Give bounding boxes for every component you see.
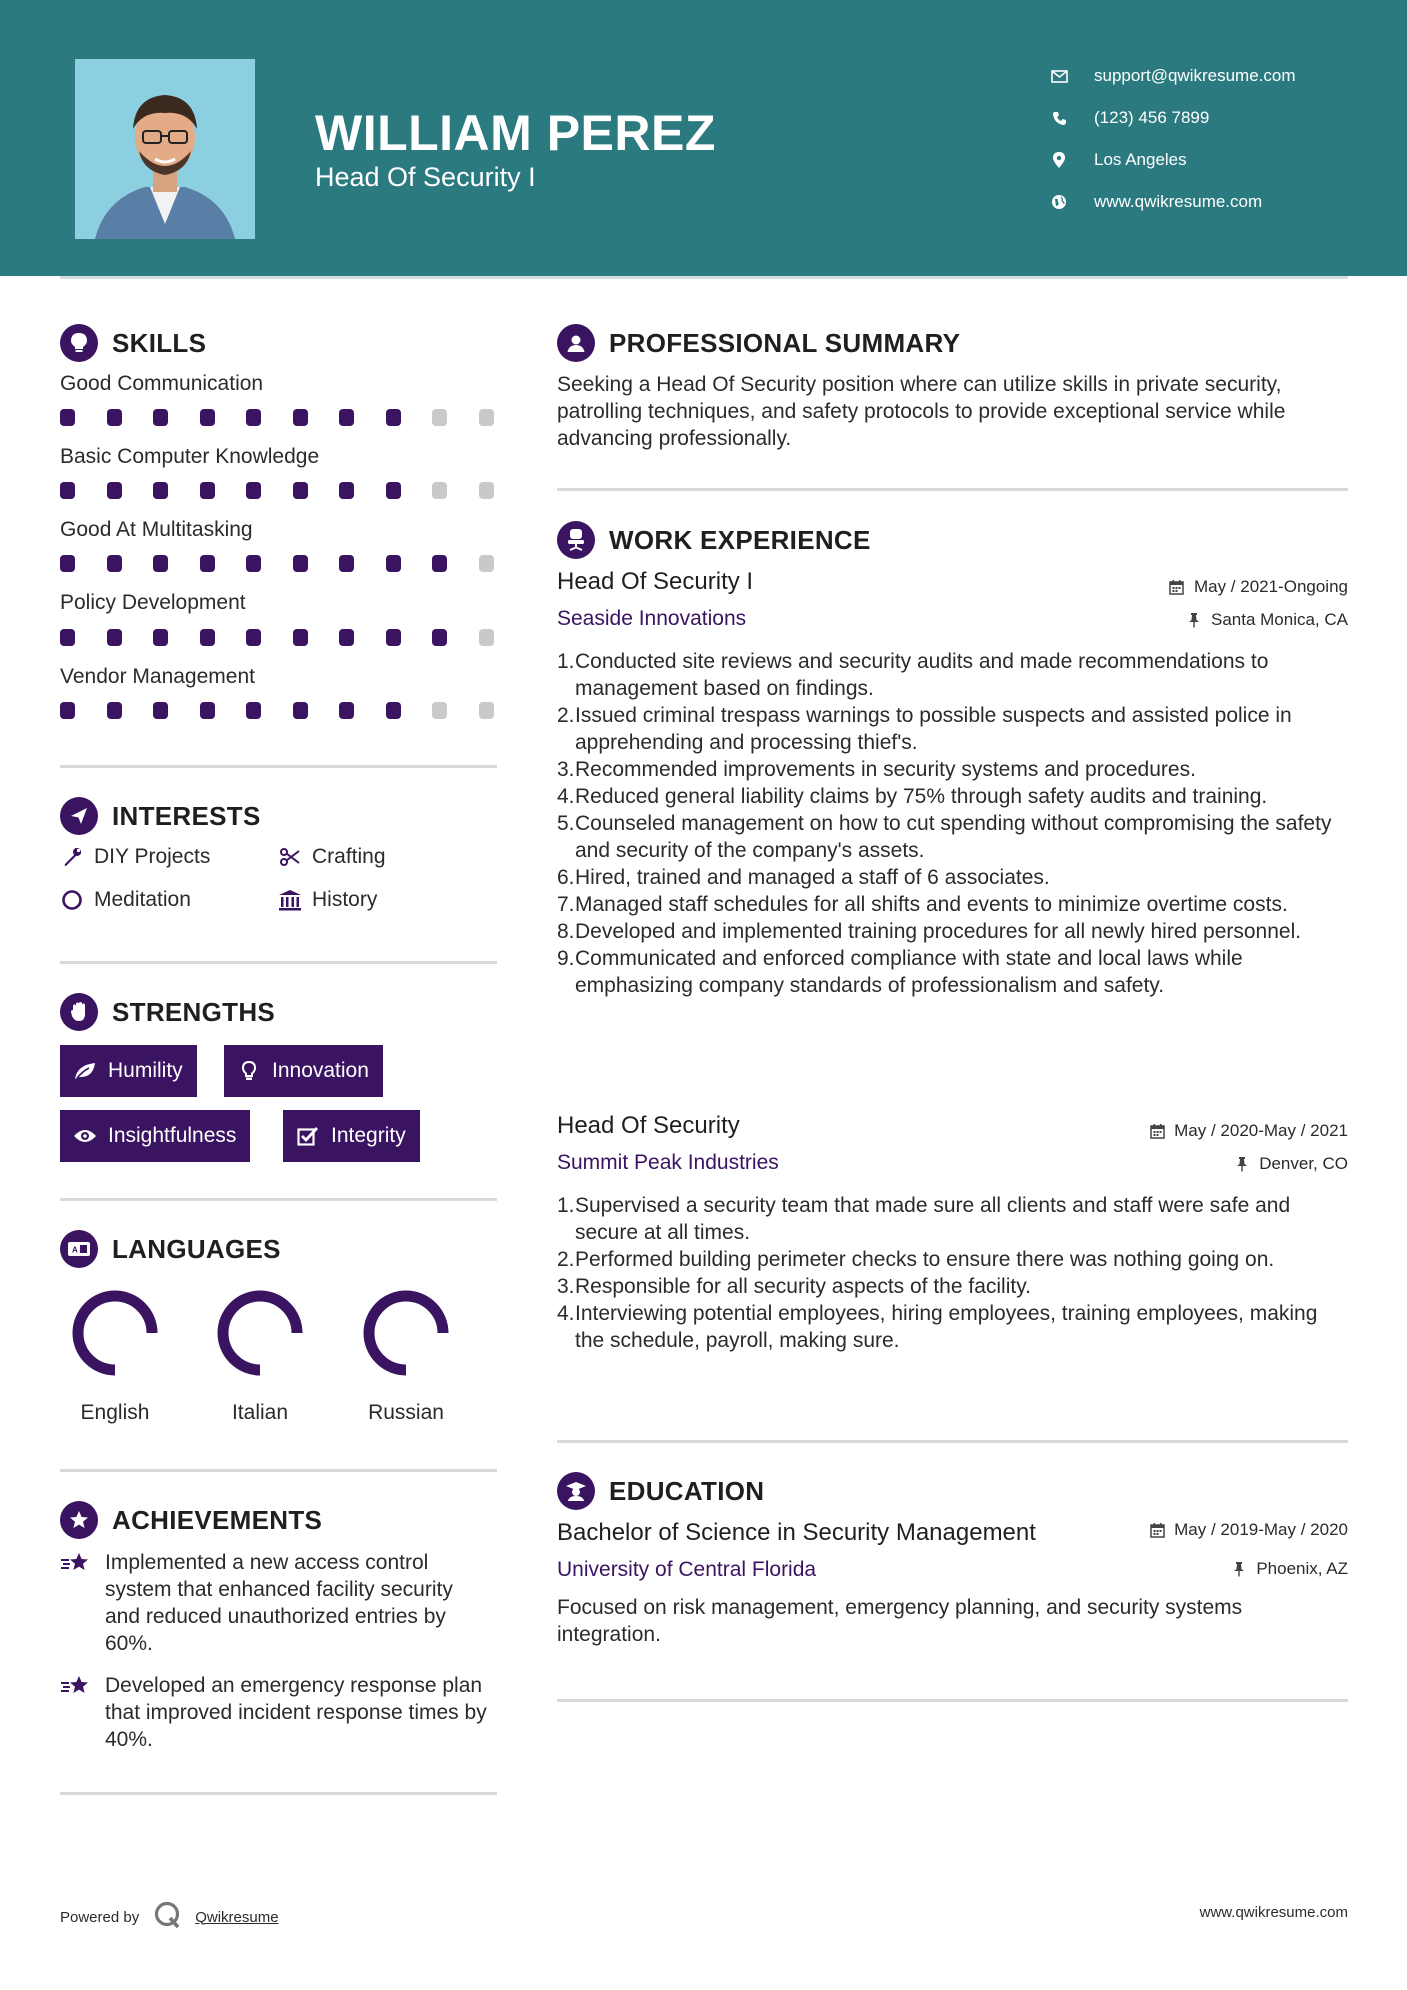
interest-label: Meditation <box>94 888 191 911</box>
rating-dot-filled <box>339 409 354 426</box>
achievements-heading <box>60 1501 322 1539</box>
contact-email[interactable] <box>1048 55 1296 97</box>
skills-heading <box>60 324 206 362</box>
job-date <box>1168 577 1348 597</box>
location-text: Los Angeles <box>1094 150 1187 169</box>
duty-number: 1. <box>557 1194 575 1217</box>
duty-item <box>557 1192 1347 1246</box>
language-name: Italian <box>231 1401 289 1424</box>
rating-dot-filled <box>339 482 354 499</box>
language-gauge <box>358 1285 454 1381</box>
rating-dot-filled <box>432 629 447 646</box>
duty-item <box>557 918 1347 945</box>
summary-title: PROFESSIONAL SUMMARY <box>609 327 961 358</box>
strengths-heading <box>60 993 275 1031</box>
language-item <box>60 1285 170 1425</box>
duty-text: Reduced general liability claims by 75% through safety audits and training. <box>575 785 1268 808</box>
job-date <box>1148 1121 1348 1141</box>
rating-dot-filled <box>60 629 75 646</box>
duty-number: 6. <box>557 866 575 889</box>
phone-icon <box>1048 107 1070 129</box>
language-item <box>351 1285 461 1425</box>
website-text: www.qwikresume.com <box>1094 192 1263 211</box>
office-chair-icon <box>557 521 595 559</box>
pushpin-icon <box>1185 611 1203 629</box>
job-location <box>1185 610 1348 630</box>
duty-item <box>557 891 1347 918</box>
job-location <box>1233 1154 1348 1174</box>
school-name: University of Central Florida <box>557 1558 817 1581</box>
resume-header <box>0 0 1407 276</box>
rating-dot-filled <box>153 409 168 426</box>
duty-number: 7. <box>557 893 575 916</box>
powered-by-text: Powered by <box>60 1908 140 1926</box>
lightbulb-icon <box>60 324 98 362</box>
language-level-arc <box>369 1296 443 1370</box>
rating-dot-filled <box>60 555 75 572</box>
rating-dot-filled <box>153 555 168 572</box>
language-name: Russian <box>368 1401 444 1424</box>
rating-dot-filled <box>200 555 215 572</box>
rating-dot-filled <box>200 629 215 646</box>
phone-text: (123) 456 7899 <box>1094 108 1210 127</box>
duty-number: 4. <box>557 785 575 808</box>
achievement-text: Developed an emergency response plan that improved incident response times by 40%. <box>105 1674 487 1751</box>
rating-dot-filled <box>200 702 215 719</box>
skill-rating <box>60 482 525 499</box>
duty-item <box>557 864 1347 891</box>
degree-title: Bachelor of Science in Security Management <box>557 1519 1036 1546</box>
strength-tag <box>60 1110 250 1162</box>
skill-name: Basic Computer Knowledge <box>60 445 320 468</box>
candidate-name: WILLIAM PEREZ <box>315 105 716 161</box>
skill-name: Policy Development <box>60 591 246 614</box>
duty-item <box>557 1300 1347 1354</box>
languages-heading <box>60 1230 281 1268</box>
rating-dot-filled <box>200 482 215 499</box>
duty-number: 3. <box>557 1275 575 1298</box>
language-name: English <box>80 1401 150 1424</box>
section-divider <box>60 1198 497 1201</box>
duty-text: Responsible for all security aspects of the facility. <box>575 1275 1031 1298</box>
footer-website[interactable]: www.qwikresume.com <box>1199 1904 1348 1921</box>
strength-label: Innovation <box>272 1059 369 1082</box>
rating-dot-filled <box>246 482 261 499</box>
interests-heading <box>60 797 261 835</box>
interest-label: DIY Projects <box>94 845 211 868</box>
rating-dot-filled <box>386 555 401 572</box>
rating-dot-empty <box>479 409 494 426</box>
pushpin-icon <box>1233 1155 1251 1173</box>
rating-dot-filled <box>293 482 308 499</box>
skill-rating <box>60 629 525 646</box>
museum-icon <box>278 888 302 912</box>
contact-phone[interactable] <box>1048 97 1296 139</box>
job-location-text: Denver, CO <box>1259 1154 1348 1173</box>
rating-dot-filled <box>293 555 308 572</box>
section-divider <box>557 1699 1348 1702</box>
job-duties <box>557 648 1347 999</box>
job-date-text: May / 2020-May / 2021 <box>1174 1121 1348 1140</box>
rating-dot-filled <box>386 482 401 499</box>
candidate-title: Head Of Security I <box>315 162 536 192</box>
rating-dot-empty <box>432 702 447 719</box>
company-name: Seaside Innovations <box>557 607 747 630</box>
rating-dot-filled <box>246 629 261 646</box>
graduate-icon <box>557 1472 595 1510</box>
shooting-star-icon <box>60 1549 94 1577</box>
interest-item <box>278 845 386 869</box>
calendar-icon <box>1148 1521 1166 1539</box>
language-level-arc <box>78 1296 152 1370</box>
education-description: Focused on risk management, emergency planning, and security systems integration. <box>557 1596 1243 1646</box>
duty-text: Supervised a security team that made sure all clients and staff were safe and secure at all times. <box>575 1194 1291 1244</box>
skill-name: Good Communication <box>60 372 264 395</box>
star-badge-icon <box>60 1501 98 1539</box>
skills-title: SKILLS <box>112 327 207 358</box>
strength-label: Humility <box>108 1059 183 1082</box>
rating-dot-filled <box>107 555 122 572</box>
summary-heading <box>557 324 960 362</box>
check-square-icon <box>295 1123 321 1149</box>
rating-dot-filled <box>386 409 401 426</box>
education-title: EDUCATION <box>609 1475 765 1506</box>
contact-website[interactable] <box>1048 181 1296 223</box>
header-divider <box>60 276 1348 279</box>
duty-text: Hired, trained and managed a staff of 6 associates. <box>575 866 1050 889</box>
strength-tag <box>60 1045 197 1097</box>
language-gauge <box>67 1285 163 1381</box>
job-location-text: Santa Monica, CA <box>1210 610 1348 629</box>
rating-dot-filled <box>339 555 354 572</box>
duty-number: 9. <box>557 947 575 970</box>
rating-dot-filled <box>200 409 215 426</box>
education-date-text: May / 2019-May / 2020 <box>1174 1520 1348 1539</box>
job-date-text: May / 2021-Ongoing <box>1193 577 1348 596</box>
job-title: Head Of Security <box>557 1112 740 1139</box>
duty-number: 5. <box>557 812 575 835</box>
duty-item <box>557 810 1347 864</box>
duty-item <box>557 783 1347 810</box>
duty-text: Issued criminal trespass warnings to possible suspects and assisted police in apprehending and processing thief's. <box>575 704 1292 754</box>
duty-item <box>557 1273 1347 1300</box>
skill-name: Vendor Management <box>60 665 255 688</box>
education-date <box>1148 1520 1348 1540</box>
rating-dot-filled <box>386 629 401 646</box>
leaf-icon <box>72 1058 98 1084</box>
pushpin-icon <box>1230 1560 1248 1578</box>
summary-text: Seeking a Head Of Security position where can utilize skills in private security, patrolling techniques, and safety protocols to provide exceptional service while advancing professionally. <box>557 373 1286 450</box>
scissors-icon <box>278 845 302 869</box>
language-item <box>205 1285 315 1425</box>
duty-item <box>557 702 1347 756</box>
duty-item <box>557 945 1347 999</box>
section-divider <box>557 1440 1348 1443</box>
rating-dot-filled <box>386 702 401 719</box>
section-divider <box>60 765 497 768</box>
education-heading <box>557 1472 764 1510</box>
duty-number: 3. <box>557 758 575 781</box>
user-circle-icon <box>557 324 595 362</box>
achievements-title: ACHIEVEMENTS <box>112 1504 323 1535</box>
shooting-star-icon <box>60 1672 94 1700</box>
hand-icon <box>60 993 98 1031</box>
eye-icon <box>72 1123 98 1149</box>
strengths-title: STRENGTHS <box>112 996 276 1027</box>
section-divider <box>60 961 497 964</box>
email-text: support@qwikresume.com <box>1094 66 1296 85</box>
section-divider <box>557 488 1348 491</box>
duty-text: Communicated and enforced compliance with state and local laws while emphasizing company standards of professionalism and safety. <box>575 947 1243 997</box>
company-name: Summit Peak Industries <box>557 1151 779 1174</box>
education-location <box>1230 1559 1348 1579</box>
rating-dot-filled <box>432 555 447 572</box>
profile-photo <box>75 59 255 239</box>
interest-label: History <box>312 888 378 911</box>
rating-dot-filled <box>153 629 168 646</box>
map-pin-icon <box>1048 149 1070 171</box>
duty-item <box>557 756 1347 783</box>
rating-dot-filled <box>153 482 168 499</box>
strength-tag <box>224 1045 383 1097</box>
rating-dot-filled <box>293 702 308 719</box>
duty-number: 2. <box>557 1248 575 1271</box>
duty-item <box>557 648 1347 702</box>
rating-dot-filled <box>60 409 75 426</box>
globe-icon <box>1048 191 1070 213</box>
duty-number: 8. <box>557 920 575 943</box>
education-location-text: Phoenix, AZ <box>1256 1559 1348 1578</box>
rating-dot-empty <box>479 555 494 572</box>
rating-dot-filled <box>107 702 122 719</box>
rating-dot-empty <box>479 702 494 719</box>
strength-label: Insightfulness <box>108 1124 237 1147</box>
rating-dot-filled <box>339 702 354 719</box>
envelope-icon <box>1048 65 1070 87</box>
wrench-icon <box>60 845 84 869</box>
skill-rating <box>60 555 525 572</box>
interest-item <box>60 845 210 869</box>
duty-number: 1. <box>557 650 575 673</box>
footer-powered-by <box>60 1900 279 1934</box>
duty-text: Conducted site reviews and security audits and made recommendations to management based on findings. <box>575 650 1269 700</box>
rating-dot-filled <box>107 482 122 499</box>
rating-dot-filled <box>246 409 261 426</box>
duty-text: Counseled management on how to cut spending without compromising the safety and security of the company's assets. <box>575 812 1332 862</box>
rating-dot-filled <box>293 409 308 426</box>
language-level-arc <box>223 1296 297 1370</box>
section-divider <box>60 1469 497 1472</box>
rating-dot-empty <box>479 629 494 646</box>
contact-location[interactable] <box>1048 139 1296 181</box>
rating-dot-filled <box>246 555 261 572</box>
calendar-icon <box>1148 1122 1166 1140</box>
rating-dot-filled <box>60 702 75 719</box>
duty-number: 2. <box>557 704 575 727</box>
rating-dot-filled <box>60 482 75 499</box>
svg-text:A: A <box>72 1245 78 1255</box>
duty-text: Performed building perimeter checks to ensure there was nothing going on. <box>575 1248 1275 1271</box>
duty-text: Interviewing potential employees, hiring employees, training employees, making the schedule, payroll, making sure. <box>575 1302 1318 1352</box>
duty-number: 4. <box>557 1302 575 1325</box>
language-gauge <box>212 1285 308 1381</box>
interest-item <box>278 888 377 912</box>
skill-rating <box>60 702 525 719</box>
achievement-item <box>60 1549 490 1657</box>
rating-dot-filled <box>246 702 261 719</box>
rating-dot-filled <box>153 702 168 719</box>
strength-label: Integrity <box>331 1124 406 1147</box>
skill-name: Good At Multitasking <box>60 518 253 541</box>
calendar-icon <box>1168 578 1186 596</box>
rating-dot-filled <box>339 629 354 646</box>
job-duties <box>557 1192 1347 1354</box>
language-icon <box>60 1230 98 1268</box>
languages-title: LANGUAGES <box>112 1233 281 1264</box>
qwikresume-logo-icon <box>153 1900 183 1934</box>
rating-dot-empty <box>432 409 447 426</box>
section-divider <box>60 1792 497 1795</box>
rating-dot-empty <box>479 482 494 499</box>
paper-plane-icon <box>60 797 98 835</box>
contact-list <box>1048 55 1296 223</box>
interest-item <box>60 888 191 912</box>
interest-label: Crafting <box>312 845 386 868</box>
brand-link[interactable]: Qwikresume <box>195 1908 279 1926</box>
duty-item <box>557 1246 1347 1273</box>
circle-icon <box>60 888 84 912</box>
rating-dot-empty <box>432 482 447 499</box>
achievement-item <box>60 1672 490 1753</box>
job-title: Head Of Security I <box>557 568 754 595</box>
interests-title: INTERESTS <box>112 800 261 831</box>
achievement-text: Implemented a new access control system that enhanced facility security and reduced unauthorized entries by 60%. <box>105 1551 453 1655</box>
rating-dot-filled <box>293 629 308 646</box>
lightbulb-outline-icon <box>236 1058 262 1084</box>
rating-dot-filled <box>107 629 122 646</box>
experience-heading <box>557 521 871 559</box>
skill-rating <box>60 409 525 426</box>
experience-title: WORK EXPERIENCE <box>609 524 871 555</box>
duty-text: Recommended improvements in security systems and procedures. <box>575 758 1196 781</box>
strength-tag <box>283 1110 420 1162</box>
duty-text: Developed and implemented training procedures for all newly hired personnel. <box>575 920 1302 943</box>
duty-text: Managed staff schedules for all shifts and events to minimize overtime costs. <box>575 893 1288 916</box>
rating-dot-filled <box>107 409 122 426</box>
